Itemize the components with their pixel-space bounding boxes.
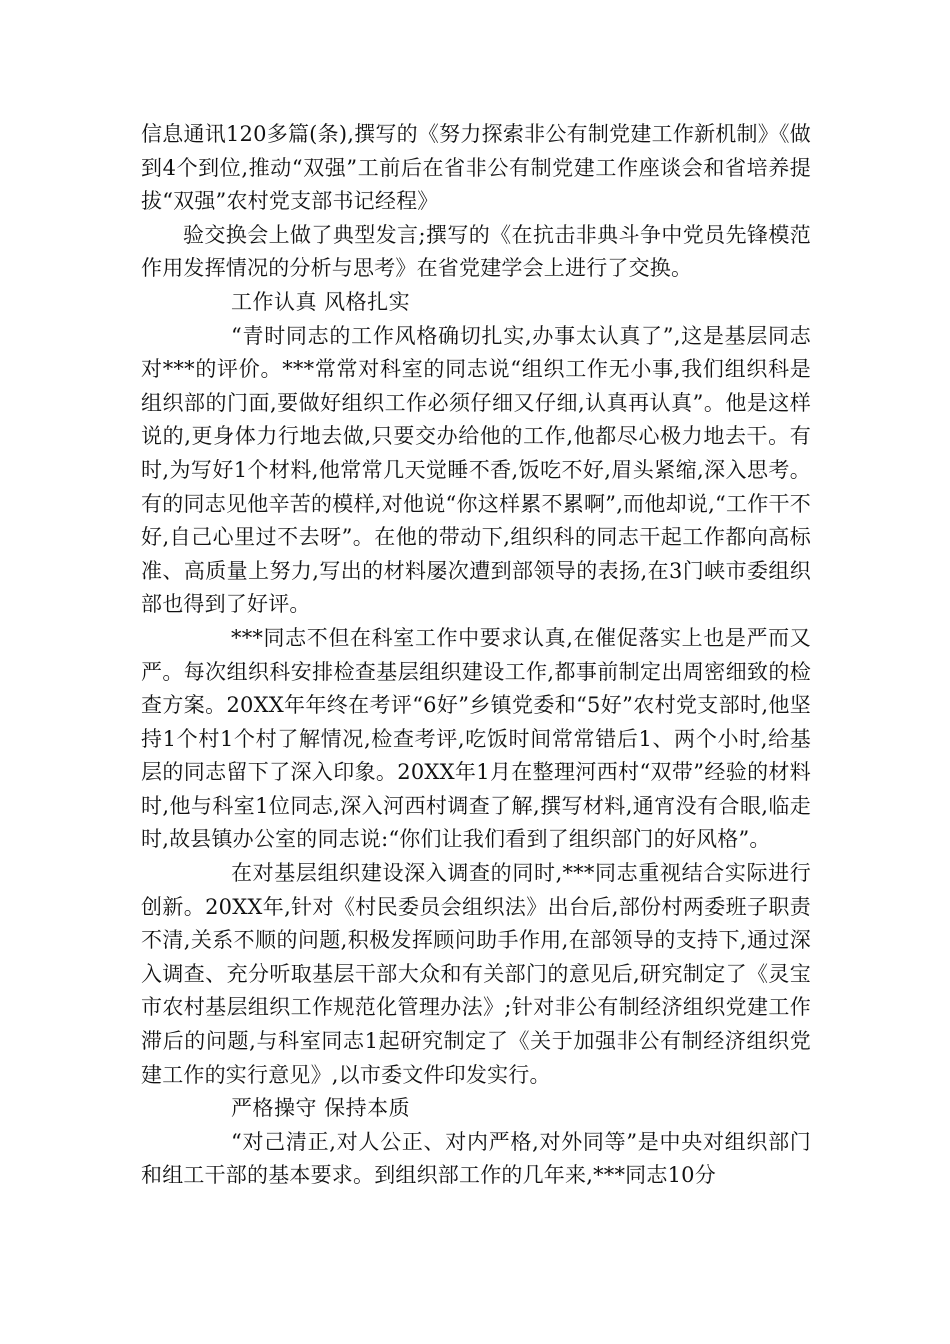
section-heading-work-style: 工作认真 风格扎实 <box>231 289 411 314</box>
document-body <box>141 118 811 1193</box>
paragraph-integrity: “对己清正,对人公正、对内严格,对外同等”是中央对组织部门和组工干部的基本要求。到组织部工作的几年来,***同志10分 <box>141 1129 811 1188</box>
paragraph-innovation: 在对基层组织建设深入调查的同时,***同志重视结合实际进行创新。20XX年,针对《村民委员会组织法》出台后,部份村两委班子职责不清,关系不顺的问题,积极发挥顾问助手作用,在部领导的支持下,通过深入调查、充分听取基层干部大众和有关部门的意见后,研究制定了《灵宝市农村基层组织工作规范化管理办法》;针对非公有制经济组织党建工作滞后的问题,与科室同志1起研究制定了《关于加强非公有制经济组织党建工作的实行意见》,以市委文件印发实行。 <box>141 861 811 1087</box>
section-heading-integrity: 严格操守 保持本质 <box>231 1096 411 1121</box>
paragraph-continuation: 信息通讯120多篇(条),撰写的《努力探索非公有制党建工作新机制》《做到4个到位,推动“双强”工前后在省非公有制党建工作座谈会和省培养提拔“双强”农村党支部书记经程》 <box>141 122 811 214</box>
paragraph-work-style: “青时同志的工作风格确切扎实,办事太认真了”,这是基层同志对***的评价。***常常对科室的同志说“组织工作无小事,我们组织科是组织部的门面,要做好组织工作必须仔细又仔细,认真再认真”。他是这样说的,更身体力行地去做,只要交办给他的工作,他都尽心极力地去干。有时,为写好1个材料,他常常几天觉睡不香,饭吃不好,眉头紧缩,深入思考。有的同志见他辛苦的模样,对他说“你这样累不累啊”,而他却说,“工作干不好,自己心里过不去呀”。在他的带动下,组织科的同志干起工作都向高标准、高质量上努力,写出的材料屡次遭到部领导的表扬,在3门峡市委组织部也得到了好评。 <box>141 323 811 617</box>
paragraph-exchange-meeting: 验交换会上做了典型发言;撰写的《在抗击非典斗争中党员先锋模范作用发挥情况的分析与思考》在省党建学会上进行了交换。 <box>141 222 811 281</box>
paragraph-inspection: ***同志不但在科室工作中要求认真,在催促落实上也是严而又严。每次组织科安排检查基层组织建设工作,都事前制定出周密细致的检查方案。20XX年年终在考评“6好”乡镇党委和“5好”农村党支部时,他坚持1个村1个村了解情况,检查考评,吃饭时间常常错后1、两个小时,给基层的同志留下了深入印象。20XX年1月在整理河西村“双带”经验的材料时,他与科室1位同志,深入河西村调查了解,撰写材料,通宵没有合眼,临走时,故县镇办公室的同志说:“你们让我们看到了组织部门的好风格”。 <box>141 625 811 852</box>
